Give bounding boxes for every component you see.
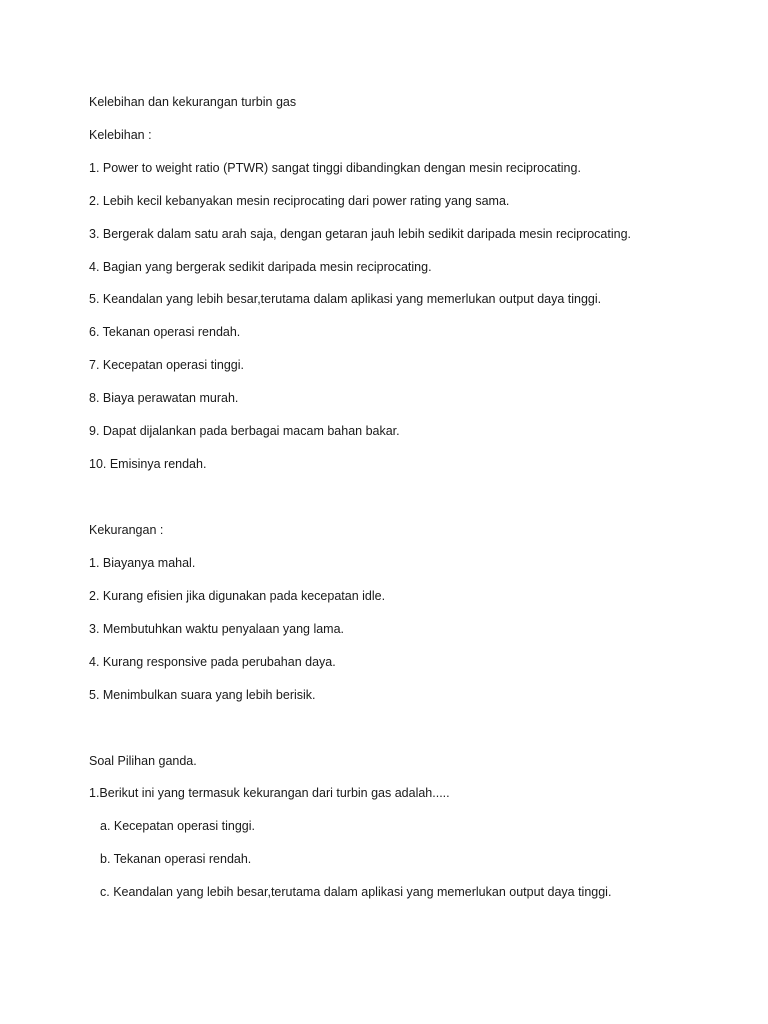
document-title: Kelebihan dan kekurangan turbin gas [89,95,297,109]
advantage-item: 2. Lebih kecil kebanyakan mesin reciprocating dari power rating yang sama. [89,194,510,208]
advantage-item: 10. Emisinya rendah. [89,457,207,471]
quiz-option-c: c. Keandalan yang lebih besar,terutama dalam aplikasi yang memerlukan output daya tinggi. [100,885,612,899]
quiz-option-a: a. Kecepatan operasi tinggi. [100,819,255,833]
advantage-item: 7. Kecepatan operasi tinggi. [89,358,244,372]
quiz-question: 1.Berikut ini yang termasuk kekurangan dari turbin gas adalah..... [89,786,450,800]
advantage-item: 8. Biaya perawatan murah. [89,391,239,405]
disadvantage-item: 4. Kurang responsive pada perubahan daya. [89,655,336,669]
advantage-item: 9. Dapat dijalankan pada berbagai macam bahan bakar. [89,424,400,438]
advantages-heading: Kelebihan : [89,128,152,142]
disadvantage-item: 5. Menimbulkan suara yang lebih berisik. [89,688,316,702]
advantage-item: 4. Bagian yang bergerak sedikit daripada mesin reciprocating. [89,260,432,274]
advantage-item: 5. Keandalan yang lebih besar,terutama dalam aplikasi yang memerlukan output daya tinggi. [89,292,602,306]
disadvantage-item: 2. Kurang efisien jika digunakan pada kecepatan idle. [89,589,386,603]
advantage-item: 6. Tekanan operasi rendah. [89,325,241,339]
advantage-item: 3. Bergerak dalam satu arah saja, dengan getaran jauh lebih sedikit daripada mesin reciprocating. [89,227,631,241]
quiz-option-b: b. Tekanan operasi rendah. [100,852,252,866]
advantage-item: 1. Power to weight ratio (PTWR) sangat tinggi dibandingkan dengan mesin reciprocating. [89,161,581,175]
quiz-heading: Soal Pilihan ganda. [89,754,197,768]
disadvantages-heading: Kekurangan : [89,523,164,537]
disadvantage-item: 3. Membutuhkan waktu penyalaan yang lama. [89,622,345,636]
disadvantage-item: 1. Biayanya mahal. [89,556,196,570]
